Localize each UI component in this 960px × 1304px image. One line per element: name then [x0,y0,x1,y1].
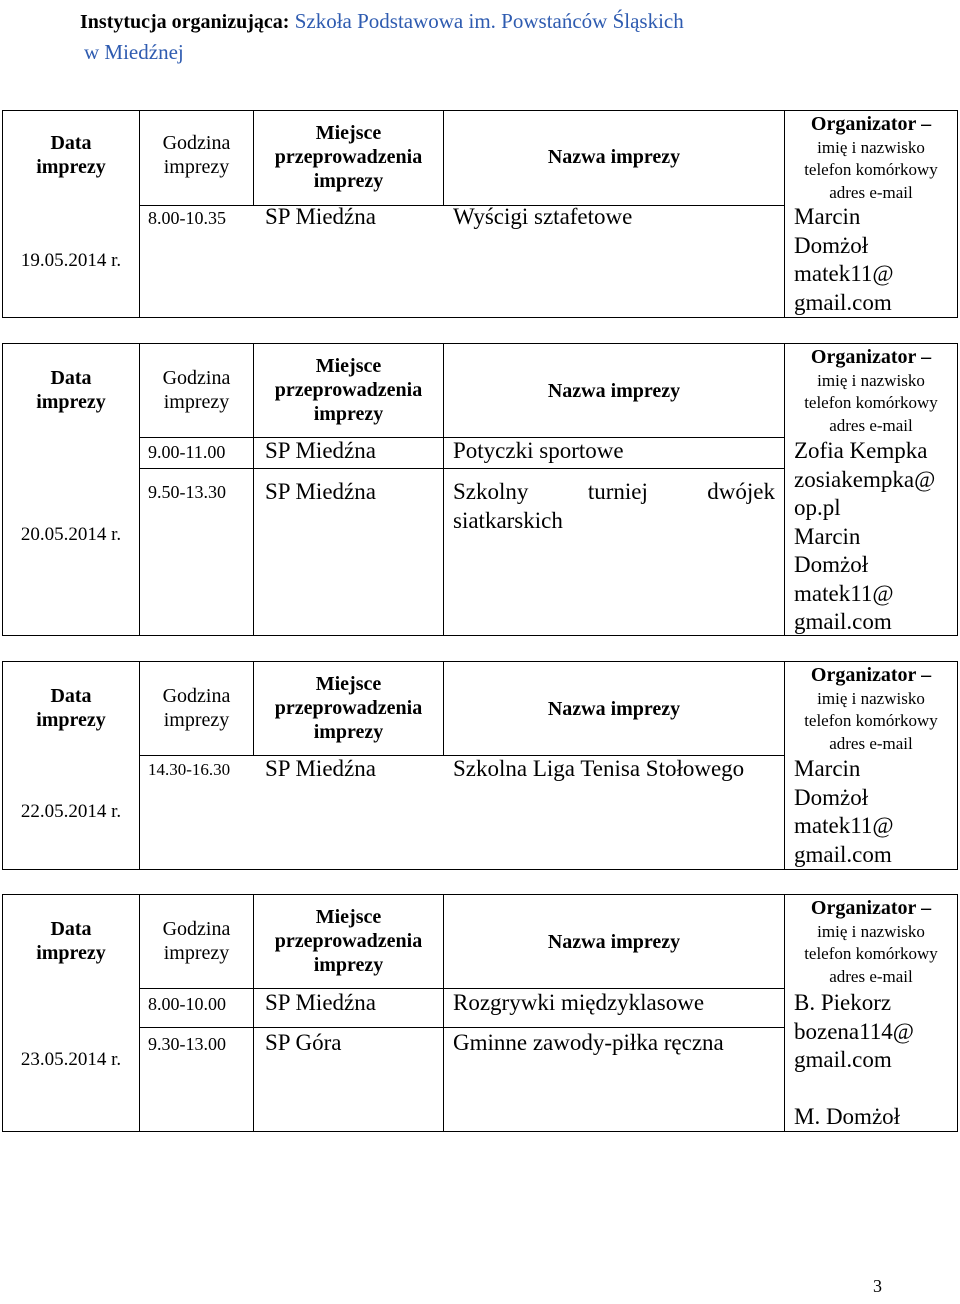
event-place: SP Miedźna [265,204,376,229]
header-place: Miejsce przeprowadzenia imprezy [274,355,423,425]
header-organizer: Organizator – imię i nazwisko telefon komórkowy adres e-mail [804,346,938,435]
event-time: 9.50-13.30 [148,482,226,502]
event-name: Szkolna Liga Tenisa Stołowego [453,756,745,781]
event-place: SP Góra [265,1030,342,1055]
event-name: Rozgrywki międzyklasowe [453,990,705,1015]
event-time: 14.30-16.30 [148,760,231,779]
event-time: 9.00-11.00 [148,442,226,462]
event-table-3 [2,661,958,870]
header-organizer: Organizator – imię i nazwisko telefon komórkowy adres e-mail [804,897,938,986]
event-date: 22.05.2014 r. [20,801,122,822]
institution-label: Instytucja organizująca: [80,11,290,33]
event-name: Szkolny turniej dwójek siatkarskich [453,479,775,533]
page-number: 3 [873,1276,882,1296]
header-place: Miejsce przeprowadzenia imprezy [274,122,423,192]
header-date: Data imprezy [36,685,106,731]
header-date: Data imprezy [36,132,106,178]
header-time: Godzina imprezy [162,367,231,413]
event-organizer: Marcin Domżoł matek11@ gmail.com [794,204,894,315]
institution-name: Szkoła Podstawowa im. Powstańców Śląskich [294,9,684,33]
event-date: 19.05.2014 r. [20,250,122,271]
header-time: Godzina imprezy [162,685,231,731]
header-name: Nazwa imprezy [547,380,681,402]
header-place: Miejsce przeprowadzenia imprezy [274,673,423,743]
header-date: Data imprezy [36,918,106,964]
event-table-1 [2,110,958,318]
header-name: Nazwa imprezy [547,698,681,720]
event-table-4 [2,894,958,1132]
header-name: Nazwa imprezy [547,146,681,168]
event-place: SP Miedźna [265,756,376,781]
event-place: SP Miedźna [265,479,376,504]
event-name: Gminne zawody-piłka ręczna [453,1030,724,1055]
event-date: 23.05.2014 r. [20,1049,122,1070]
event-organizer: B. Piekorz bozena114@ gmail.com M. Domżoł [794,990,914,1129]
event-time: 8.00-10.35 [148,208,226,228]
event-time: 9.30-13.00 [148,1034,226,1054]
event-organizer: Marcin Domżoł matek11@ gmail.com [794,756,894,867]
event-name: Wyścigi sztafetowe [453,204,633,229]
event-table-2 [2,343,958,636]
event-name: Potyczki sportowe [453,438,624,463]
event-place: SP Miedźna [265,438,376,463]
event-date: 20.05.2014 r. [20,524,122,545]
event-place: SP Miedźna [265,990,376,1015]
header-organizer: Organizator – imię i nazwisko telefon komórkowy adres e-mail [804,664,938,753]
header-name: Nazwa imprezy [547,931,681,953]
event-organizer: Zofia Kempka zosiakempka@ op.pl Marcin Domżoł matek11@ gmail.com [794,438,936,634]
header-date: Data imprezy [36,367,106,413]
institution-heading [80,6,684,67]
header-time: Godzina imprezy [162,132,231,178]
event-time: 8.00-10.00 [148,994,226,1014]
institution-name-line2: w Miedźnej [84,40,184,64]
header-organizer: Organizator – imię i nazwisko telefon komórkowy adres e-mail [804,113,938,202]
header-time: Godzina imprezy [162,918,231,964]
header-place: Miejsce przeprowadzenia imprezy [274,906,423,976]
